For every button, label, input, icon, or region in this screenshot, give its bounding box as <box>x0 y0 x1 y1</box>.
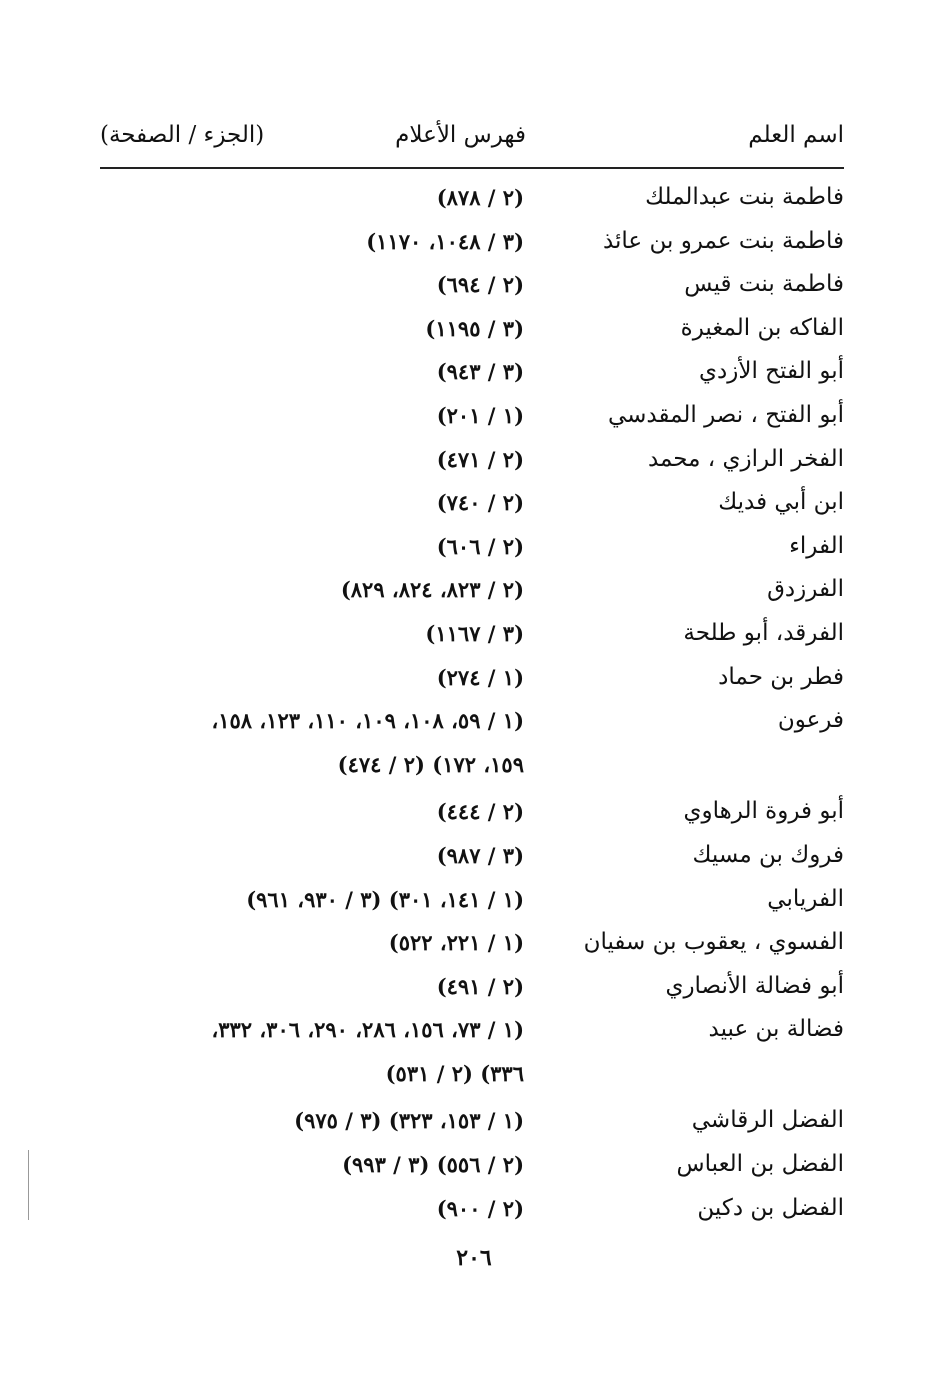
entry-references: (٢ / ٨٢٣، ٨٢٤، ٨٢٩) <box>340 577 524 603</box>
column-header <box>100 122 844 162</box>
entry-references: (٢ / ٦٠٦) <box>436 533 524 559</box>
entry-name: الفرزدق <box>767 576 844 603</box>
index-entry <box>90 743 844 787</box>
entry-name: الفرقد، أبو طلحة <box>683 619 844 646</box>
index-entry <box>90 1099 844 1143</box>
entry-name: فطر بن حماد <box>718 663 844 690</box>
index-entry <box>90 834 844 878</box>
margin-line <box>28 1150 29 1220</box>
entry-references: (٣ / ٩٨٧) <box>436 842 524 868</box>
entry-name: الفخر الرازي ، محمد <box>647 445 844 472</box>
entry-name: أبو الفتح ، نصر المقدسي <box>607 401 844 428</box>
entry-references: (٣ / ١٠٤٨، ١١٧٠) <box>366 228 524 254</box>
index-entry <box>90 263 844 307</box>
entry-references: (٣ / ١١٩٥) <box>425 315 524 341</box>
entry-name: أبو فروة الرهاوي <box>683 798 844 825</box>
index-entry <box>90 921 844 965</box>
entry-references: (١ / ١٥٣، ٣٢٣) (٣ / ٩٧٥) <box>294 1108 524 1134</box>
index-entry <box>90 1143 844 1187</box>
index-entry <box>90 790 844 834</box>
entry-name: الفسوي ، يعقوب بن سفيان <box>583 929 844 956</box>
entry-references: (١ / ٢٢١، ٥٢٢) <box>388 930 524 956</box>
entry-references: (٢ / ٥٥٦) (٣ / ٩٩٣) <box>342 1152 524 1178</box>
index-entry <box>90 656 844 700</box>
entry-name: فاطمة بنت عمرو بن عائذ <box>602 227 844 254</box>
index-entry <box>90 612 844 656</box>
entry-name: أبو فضالة الأنصاري <box>665 972 844 999</box>
index-entry <box>90 350 844 394</box>
entry-references: ٣٣٦) (٢ / ٥٣١) <box>385 1060 524 1086</box>
entry-references: (١ / ١٤١، ٣٠١) (٣ / ٩٣٠، ٩٦١) <box>246 886 524 912</box>
entry-name: الفضل بن دكين <box>697 1194 844 1221</box>
entry-name: الفضل الرقاشي <box>691 1107 844 1134</box>
entry-name: الفريابي <box>767 885 844 912</box>
index-entry <box>90 1187 844 1231</box>
index-entry <box>90 1052 844 1096</box>
entry-name: الفضل بن العباس <box>676 1151 844 1178</box>
entry-references: (٣ / ٩٤٣) <box>436 359 524 385</box>
entry-name: أبو الفتح الأزدي <box>699 358 844 385</box>
entry-name: فاطمة بنت قيس <box>684 271 844 298</box>
index-entry <box>90 481 844 525</box>
entry-name: فاطمة بنت عبدالملك <box>645 184 844 210</box>
index-entry <box>90 965 844 1009</box>
entry-references: (١ / ٢٧٤) <box>436 664 524 690</box>
entry-name: فروك بن مسيك <box>692 841 844 868</box>
index-entry <box>90 438 844 482</box>
index-entry <box>90 307 844 351</box>
index-entry <box>90 699 844 743</box>
entry-references: (١ / ٧٣، ١٥٦، ٢٨٦، ٢٩٠، ٣٠٦، ٣٣٢، <box>211 1017 524 1043</box>
entry-name: الفاكه بن المغيرة <box>680 314 844 341</box>
reference-column-heading: (الجزء / الصفحة) <box>100 122 265 148</box>
entry-references: (٢ / ٩٠٠) <box>436 1195 524 1221</box>
entry-references: (١ / ٥٩، ١٠٨، ١٠٩، ١١٠، ١٢٣، ١٥٨، <box>211 708 524 734</box>
entry-references: (٢ / ٦٩٤) <box>436 272 524 298</box>
entry-references: (٣ / ١١٦٧) <box>425 620 524 646</box>
entry-name: الفراء <box>789 532 844 559</box>
entry-references: (٢ / ٨٧٨) <box>436 185 524 210</box>
index-entry <box>90 176 844 220</box>
entry-references: (٢ / ٤٤٤) <box>436 799 524 825</box>
entry-references: (٢ / ٧٤٠) <box>436 490 524 516</box>
page-number: ٢٠٦ <box>456 1245 492 1271</box>
index-entries <box>90 176 844 1230</box>
entry-name: فرعون <box>777 707 844 734</box>
index-entry <box>90 525 844 569</box>
entry-name: ابن أبي فديك <box>718 489 844 516</box>
entry-references: ١٥٩، ١٧٢) (٢ / ٤٧٤) <box>337 751 524 777</box>
header-rule <box>100 167 844 169</box>
entry-references: (٢ / ٤٧١) <box>436 446 524 472</box>
entry-name: فضالة بن عبيد <box>708 1016 844 1043</box>
index-entry <box>90 1008 844 1052</box>
index-entry <box>90 394 844 438</box>
index-entry <box>90 220 844 264</box>
entry-references: (١ / ٢٠١) <box>436 402 524 428</box>
index-entry <box>90 568 844 612</box>
index-entry <box>90 878 844 922</box>
entry-references: (٢ / ٤٩١) <box>436 973 524 999</box>
name-column-heading: اسم العلم <box>748 122 844 148</box>
index-title: فهرس الأعلام <box>395 122 526 148</box>
